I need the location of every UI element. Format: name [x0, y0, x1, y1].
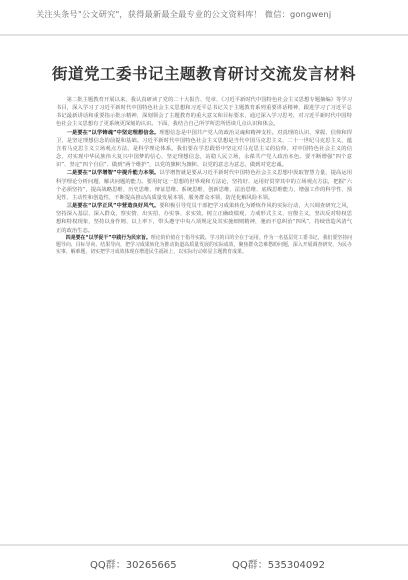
paragraph-text: 以学增智就是要从习近平新时代中国特色社会主义思想中汲取智慧力量，提高运用科学理论分析问题、解决问题的能力。要用好这一思想的世界观和方法论，坚持好、运用好贯穿其中的立场观点方法，把握“六个必须坚持”，提高战略思维、历史思维、辩证思维、系统思维、创新思维、法治思维、底线思维能力，增强工作的科学性、预见性、主动性和创造性，不断提高推动高质量发展本领、服务群众本领、防范化解风险本领。 — [56, 170, 352, 201]
qq-group-2: QQ群：535304092 — [232, 560, 326, 571]
paragraph-text: 第二批主题教育开展以来，我认真研读了党的二十大报告、党章、《习近平新时代中国特色社会主义思想专题摘编》等学习书目，深入学习了习近平新时代中国特色社会主义思想和习近平总书记关于主题教育系列重要讲话精神，跟进学习了习近平总书记最新讲话和重要指示批示精神，深刻领会了主题教育的重大意义和目标要求，通过深入学习思考，对习近平新时代中国特色社会主义思想有了更系统更深刻的认识。下面，我结合自己所学所思所悟谈几点认识和体会。 — [56, 97, 352, 128]
paragraph — [56, 169, 352, 202]
paragraph — [56, 202, 352, 235]
document-title: 街道党工委书记主题教育研讨交流发言材料 — [51, 65, 356, 83]
paragraph-text: 理论的价值在于指导实践。学习的目的全在于运用。作为一名基层党工委书记，我们要坚持问题导向、目标导向、结果导向，把学习成果转化为推动街道高质量发展的实际成效，聚焦群众急难愁盼问题，深入开展调查研究，为民办实事、解难题，切实把学习成效体现在增进民生福祉上，以实际行动彰显主题教育成果。 — [56, 234, 352, 256]
banner-text: 关注头条号"公文研究"，获得最新最全最专业的公文资料库！ 微信：gongwenj — [36, 9, 332, 19]
paragraph-heading: 二是要在“以学增智”中提升能力本领。 — [66, 170, 160, 177]
paragraph-heading: 三是要在“以学正风”中营造良好风气。 — [66, 203, 160, 210]
top-banner — [0, 0, 408, 36]
paragraph — [56, 96, 352, 129]
document-body — [56, 96, 352, 256]
paragraph — [56, 129, 352, 170]
paragraph-heading: 一是要在“以学铸魂”中坚定理想信念。 — [66, 129, 160, 136]
paragraph — [56, 235, 352, 257]
bottom-banner — [0, 544, 408, 580]
qq-group-1: QQ群：30265665 — [90, 560, 177, 571]
paragraph-text: 要积极引导党员干部把学习成果转化为锤炼作风的实际行动，大兴调查研究之风，坚持深入基层、深入群众，察实情、出实招、办实事、求实效。树立正确政绩观，力戒形式主义、官僚主义，坚决反对特权思想和特权现象，坚持以身作则、以上率下，带头遵守中央八项规定及其实施细则精神，驰而不息纠治“四风”，持续营造风清气正的政治生态。 — [56, 203, 352, 234]
paragraph-text: 理想信念是中国共产党人的政治灵魂和精神支柱。对真理的认识、掌握、信仰和捍卫，是坚定理想信念的前提和基础。习近平新时代中国特色社会主义思想是当代中国马克思主义、二十一世纪马克思主义，蕴含着马克思主义立场观点方法，是科学理论体系。我们要在学思践悟中坚定对马克思主义的信仰，对中国特色社会主义的信念，对实现中华民族伟大复兴中国梦的信心，坚定理想信念，站稳人民立场，永葆共产党人政治本色。要不断增强“四个意识”、坚定“四个自信”、做到“两个维护”，以党的旗帜为旗帜、以党的意志为意志，做到对党忠诚。 — [56, 129, 352, 169]
paragraph-heading: 四是要在“以学促干”中践行为民宗旨。 — [65, 234, 151, 241]
